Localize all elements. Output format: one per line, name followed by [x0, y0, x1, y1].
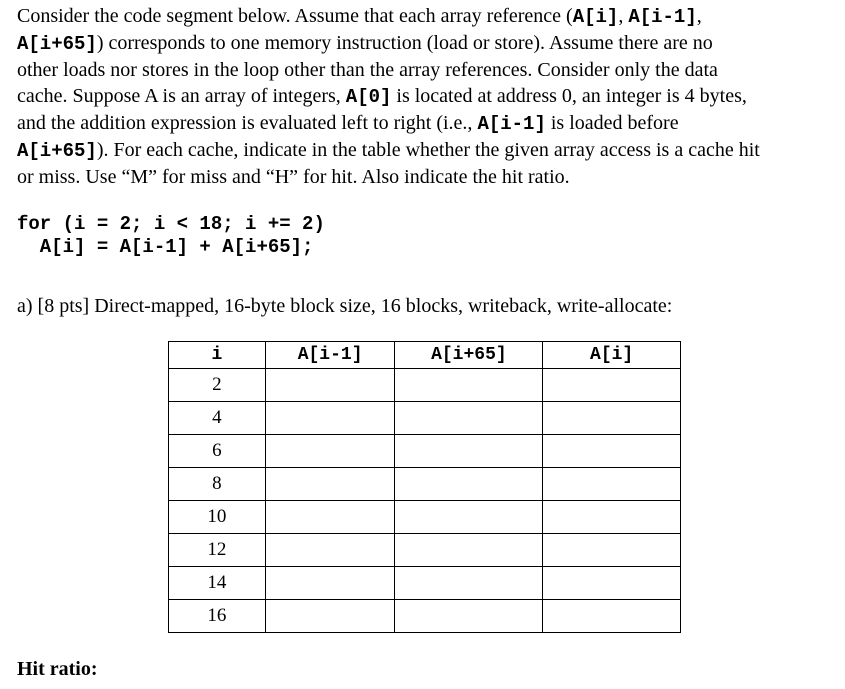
code-ref: A[0]	[345, 86, 392, 108]
column-header-a-i-plus-65: A[i+65]	[395, 342, 543, 369]
cache-table	[168, 341, 681, 633]
table-row	[169, 534, 681, 567]
table-row	[169, 567, 681, 600]
answer-cell[interactable]	[543, 501, 681, 534]
column-header-a-i-minus-1: A[i-1]	[265, 342, 395, 369]
code-block	[17, 213, 325, 259]
answer-cell[interactable]	[265, 501, 395, 534]
row-index: 14	[169, 567, 266, 600]
answer-cell[interactable]	[395, 600, 543, 633]
code-ref: A[i]	[572, 6, 619, 28]
answer-cell[interactable]	[395, 369, 543, 402]
table-row	[169, 468, 681, 501]
code-ref: A[i-1]	[628, 6, 697, 28]
code-line: A[i] = A[i-1] + A[i+65];	[17, 236, 314, 258]
answer-cell[interactable]	[543, 468, 681, 501]
answer-cell[interactable]	[265, 567, 395, 600]
description-line-1: Consider the code segment below. Assume that each array reference (A[i], A[i-1],	[17, 5, 702, 28]
code-line: for (i = 2; i < 18; i += 2)	[17, 213, 325, 235]
description-line-5: and the addition expression is evaluated left to right (i.e., A[i-1] is loaded before	[17, 112, 679, 135]
code-ref: A[i+65]	[17, 33, 97, 55]
code-ref: A[i-1]	[477, 113, 546, 135]
answer-cell[interactable]	[265, 468, 395, 501]
row-index: 16	[169, 600, 266, 633]
table-header-row	[169, 342, 681, 369]
answer-cell[interactable]	[265, 600, 395, 633]
table-row	[169, 435, 681, 468]
answer-cell[interactable]	[265, 369, 395, 402]
answer-cell[interactable]	[395, 435, 543, 468]
answer-cell[interactable]	[395, 567, 543, 600]
table-row	[169, 402, 681, 435]
row-index: 4	[169, 402, 266, 435]
row-index: 2	[169, 369, 266, 402]
hit-ratio-label: Hit ratio:	[17, 658, 98, 680]
row-index: 6	[169, 435, 266, 468]
description-line-7: or miss. Use “M” for miss and “H” for hit. Also indicate the hit ratio.	[17, 166, 570, 188]
description-line-3: other loads nor stores in the loop other than the array references. Consider only the data	[17, 59, 718, 81]
description-line-2: A[i+65]) corresponds to one memory instruction (load or store). Assume there are no	[17, 32, 713, 55]
answer-cell[interactable]	[395, 534, 543, 567]
answer-cell[interactable]	[265, 534, 395, 567]
table-row	[169, 600, 681, 633]
code-ref: A[i+65]	[17, 140, 97, 162]
table-row	[169, 501, 681, 534]
row-index: 12	[169, 534, 266, 567]
row-index: 10	[169, 501, 266, 534]
column-header-i: i	[169, 342, 266, 369]
answer-cell[interactable]	[543, 402, 681, 435]
answer-cell[interactable]	[395, 501, 543, 534]
part-a-heading: a) [8 pts] Direct-mapped, 16-byte block size, 16 blocks, writeback, write-allocate:	[17, 295, 673, 317]
description-line-6: A[i+65]). For each cache, indicate in the table whether the given array access is a cache hit	[17, 139, 760, 162]
answer-cell[interactable]	[265, 402, 395, 435]
answer-cell[interactable]	[543, 567, 681, 600]
table-row	[169, 369, 681, 402]
answer-cell[interactable]	[543, 534, 681, 567]
problem-description	[17, 3, 837, 190]
answer-cell[interactable]	[395, 402, 543, 435]
answer-cell[interactable]	[265, 435, 395, 468]
answer-cell[interactable]	[543, 369, 681, 402]
answer-cell[interactable]	[543, 435, 681, 468]
answer-cell[interactable]	[395, 468, 543, 501]
row-index: 8	[169, 468, 266, 501]
column-header-a-i: A[i]	[543, 342, 681, 369]
description-line-4: cache. Suppose A is an array of integers, A[0] is located at address 0, an integer is 4 bytes,	[17, 85, 747, 108]
answer-cell[interactable]	[543, 600, 681, 633]
